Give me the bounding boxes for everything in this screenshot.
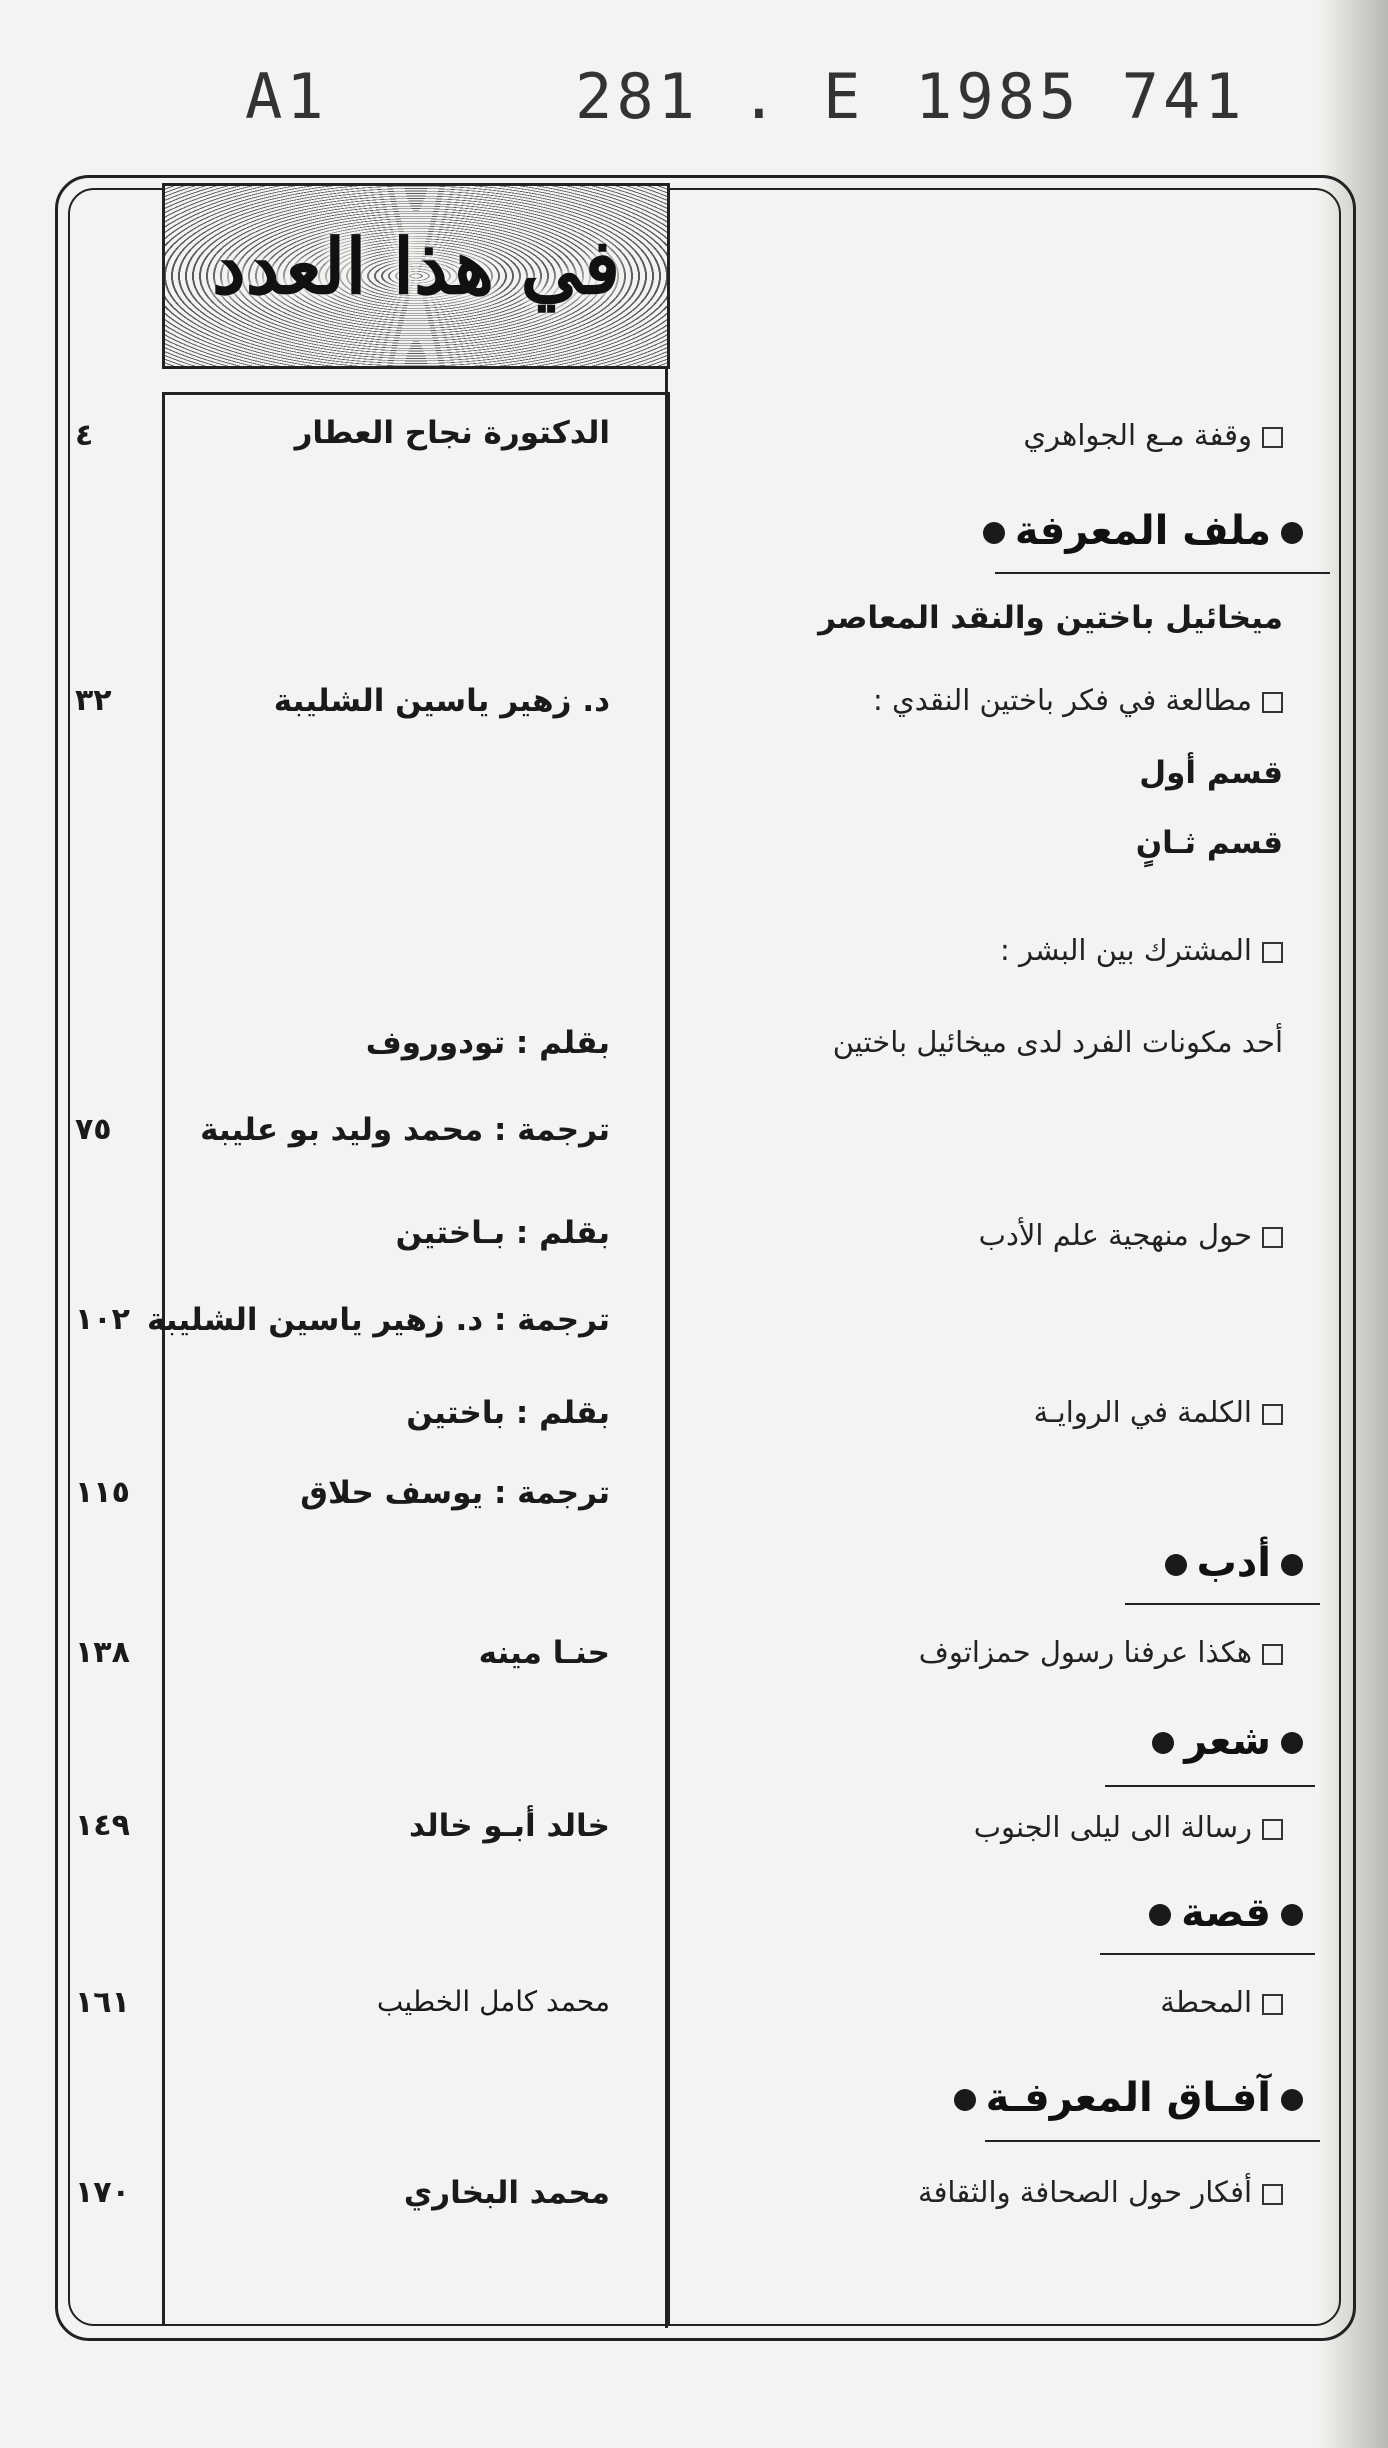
toc-entry-author: خالد أبـو خالد (409, 1808, 610, 1844)
toc-entry-author: الدكتورة نجاح العطار (294, 415, 610, 451)
toc-subtitle: ميخائيل باختين والنقد المعاصر (818, 600, 1283, 636)
checkbox-icon (1262, 1404, 1283, 1425)
toc-entry-translator: ترجمة : محمد وليد بو عليبة (200, 1112, 610, 1148)
handwritten-call-number: 281 . E (575, 60, 865, 133)
toc-entry-translator: ترجمة : د. زهير ياسين الشليبة (146, 1302, 610, 1338)
toc-entry-author: محمد البخاري (403, 2175, 610, 2211)
handwritten-shelf-mark: A1 (245, 60, 328, 133)
checkbox-icon (1262, 1819, 1283, 1840)
checkbox-icon (1262, 692, 1283, 713)
toc-entry-page: ١٧٠ (75, 2175, 130, 2210)
section-heading: شعر (1142, 1718, 1313, 1764)
bullet-icon (1281, 1904, 1303, 1926)
toc-entry-page: ١٠٢ (75, 1302, 130, 1337)
toc-entry-title[interactable]: مطالعة في فكر باختين النقدي : (873, 683, 1283, 717)
toc-entry-page: ٤ (75, 418, 94, 453)
toc-entry-title[interactable]: أفكار حول الصحافة والثقافة (918, 2175, 1283, 2209)
checkbox-icon (1262, 1994, 1283, 2015)
toc-entry-title[interactable]: الكلمة في الروايـة (1034, 1395, 1283, 1429)
checkbox-icon (1262, 1644, 1283, 1665)
toc-entry-page: ٧٥ (75, 1112, 112, 1147)
toc-entry-title[interactable]: المشترك بين البشر : (1000, 933, 1283, 967)
checkbox-icon (1262, 1227, 1283, 1248)
toc-entry-author: محمد كامل الخطيب (376, 1985, 610, 2018)
checkbox-icon (1262, 427, 1283, 448)
toc-entry-page: ١٣٨ (75, 1635, 130, 1670)
section-heading: قصة (1139, 1890, 1313, 1936)
toc-entry-author: بقلم : تودوروف (365, 1025, 610, 1061)
bullet-icon (1152, 1732, 1174, 1754)
toc-entry-page: ١١٥ (75, 1475, 130, 1510)
section-heading: آفـاق المعرفـة (944, 2075, 1313, 2121)
bullet-icon (1281, 1554, 1303, 1576)
toc-title-box (162, 183, 670, 369)
toc-entry-title[interactable]: حول منهجية علم الأدب (979, 1218, 1283, 1252)
toc-entry-title[interactable]: المحطة (1160, 1985, 1283, 2019)
section-heading: أدب (1155, 1540, 1313, 1586)
toc-entry-page: ٣٢ (75, 683, 112, 718)
toc-entry-page: ١٦١ (75, 1985, 130, 2020)
bullet-icon (1165, 1554, 1187, 1576)
checkbox-icon (1262, 942, 1283, 963)
handwritten-accession-number: 1985 741 (915, 60, 1246, 133)
toc-title: في هذا العدد (211, 222, 621, 311)
bullet-icon (1281, 522, 1303, 544)
toc-subtitle: قسم ثـانٍ (1135, 825, 1283, 861)
checkbox-icon (1262, 2184, 1283, 2205)
toc-entry-author: بقلم : بـاختين (395, 1215, 610, 1251)
bullet-icon (1149, 1904, 1171, 1926)
author-column (162, 392, 670, 2325)
toc-entry-page: ١٤٩ (75, 1808, 130, 1843)
section-underline (1100, 1953, 1315, 1955)
toc-entry-title[interactable]: وقفة مـع الجواهري (1023, 418, 1283, 452)
toc-entry-title-cont: أحد مكونات الفرد لدى ميخائيل باختين (832, 1025, 1283, 1059)
toc-entry-author: د. زهير ياسين الشليبة (273, 683, 610, 719)
section-heading: ملف المعرفة (973, 508, 1313, 554)
bullet-icon (1281, 2089, 1303, 2111)
toc-entry-author: حنـا مينه (478, 1635, 610, 1671)
bullet-icon (1281, 1732, 1303, 1754)
toc-entry-translator: ترجمة : يوسف حلاق (300, 1475, 610, 1511)
bullet-icon (983, 522, 1005, 544)
section-underline (995, 572, 1330, 574)
toc-entry-title[interactable]: هكذا عرفنا رسول حمزاتوف (919, 1635, 1283, 1669)
section-underline (985, 2140, 1320, 2142)
toc-subtitle: قسم أول (1139, 755, 1283, 791)
toc-entry-title[interactable]: رسالة الى ليلى الجنوب (974, 1810, 1283, 1844)
section-underline (1125, 1603, 1320, 1605)
bullet-icon (954, 2089, 976, 2111)
toc-entry-author: بقلم : باختين (406, 1395, 610, 1431)
section-underline (1105, 1785, 1315, 1787)
